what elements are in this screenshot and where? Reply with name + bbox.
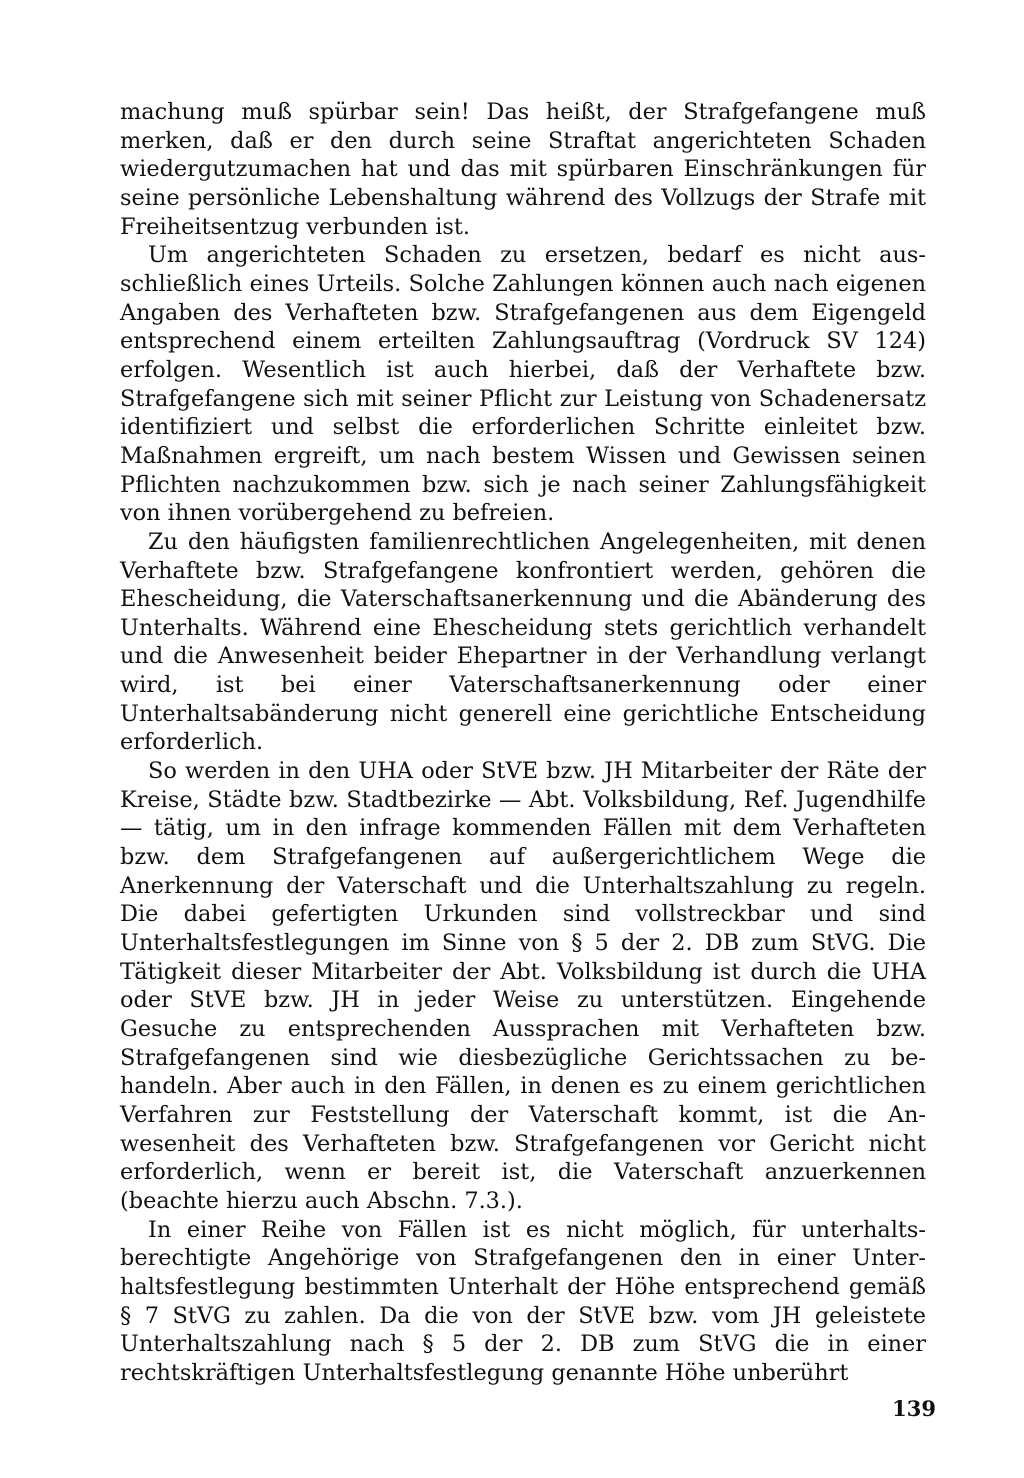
paragraph: Um angerichteten Schaden zu ersetzen, bedarf es nicht ausschließlich eines Urteils. Solche Zahlungen können auch nach eigenen Angaben des Verhafteten bzw. Strafgefangenen aus dem Eigengeld entsprechend einem erteilten Zahlungsauftrag (Vordruck SV 124) erfolgen. Wesentlich ist auch hierbei, daß der Verhaftete bzw. Strafgefangene sich mit seiner Pflicht zur Leistung von Schadenersatz identifiziert und selbst die erforderlichen Schritte einleitet bzw. Maßnahmen ergreift, um nach bestem Wissen und Gewissen seinen Pflichten nachzukommen bzw. sich je nach seiner Zahlungsfähigkeit von ihnen vorübergehend zu befreien. (120, 242, 926, 527)
paragraph: machung muß spürbar sein! Das heißt, der Strafgefangene muß merken, daß er den durch seine Straftat angerichteten Schaden wiedergutzumachen hat und das mit spürbaren Einschränkungen für seine persönliche Lebenshaltung während des Vollzugs der Strafe mit Freiheitsentzug verbunden ist. (120, 99, 926, 240)
paragraph: In einer Reihe von Fällen ist es nicht möglich, für unterhaltsberechtigte Angehörige von Strafgefangenen den in einer Unterhaltsfestlegung bestimmten Unterhalt der Höhe entsprechend gemäß § 7 StVG zu zahlen. Da die von der StVE bzw. vom JH geleistete Unterhaltszahlung nach § 5 der 2. DB zum StVG die in einer rechtskräftigen Unterhaltsfestlegung genannte Höhe unberührt (120, 1216, 926, 1386)
body-text (120, 98, 926, 1388)
page-number: 139 (892, 1396, 936, 1421)
paragraph: So werden in den UHA oder StVE bzw. JH Mitarbeiter der Räte der Kreise, Städte bzw. Stadtbezirke — Abt. Volksbildung, Ref. Jugendhilfe — tätig, um in den infrage kommenden Fällen mit dem Verhafteten bzw. dem Strafgefangenen auf außergerichtlichem Wege die Anerkennung der Vaterschaft und die Unterhaltszahlung zu regeln. Die dabei gefertigten Urkunden sind vollstreckbar und sind Unterhaltsfestlegungen im Sinne von § 5 der 2. DB zum StVG. Die Tätigkeit dieser Mitarbeiter der Abt. Volksbildung ist durch die UHA oder StVE bzw. JH in jeder Weise zu unterstützen. Eingehende Gesuche zu entsprechenden Aussprachen mit Verhafteten bzw. Strafgefangenen sind wie diesbezügliche Gerichtssachen zu behandeln. Aber auch in den Fällen, in denen es zu einem gerichtlichen Verfahren zur Feststellung der Vaterschaft kommt, ist die Anwesenheit des Verhafteten bzw. Strafgefangenen vor Gericht nicht erforderlich, wenn er bereit ist, die Vaterschaft anzuerkennen (beachte hierzu auch Abschn. 7.3.). (120, 758, 926, 1214)
paragraph: Zu den häufigsten familienrechtlichen Angelegenheiten, mit denen Verhaftete bzw. Strafgefangene konfrontiert werden, gehören die Ehescheidung, die Vaterschaftsanerkennung und die Abänderung des Unterhalts. Während eine Ehescheidung stets gerichtlich verhandelt und die Anwesenheit beider Ehepartner in der Verhandlung verlangt wird, ist bei einer Vaterschaftsanerkennung oder einer Unterhaltsabänderung nicht generell eine gerichtliche Entscheidung erforderlich. (120, 528, 926, 756)
